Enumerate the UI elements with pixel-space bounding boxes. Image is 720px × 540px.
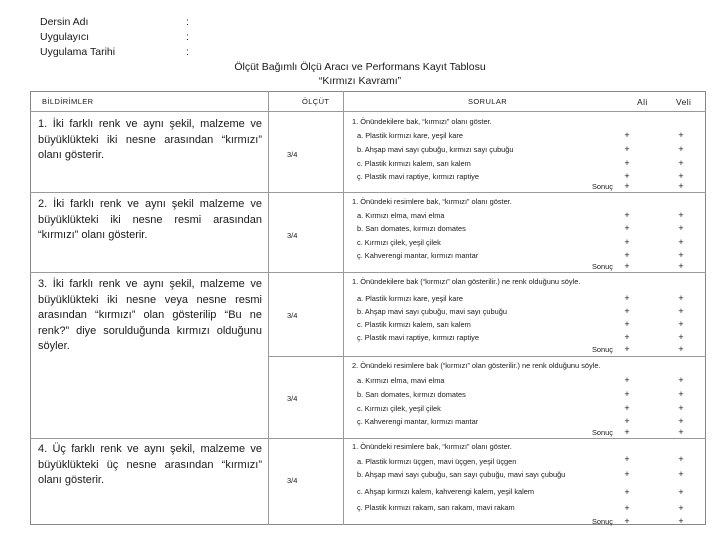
field-colon: :	[186, 16, 189, 28]
field-label-practitioner: Uygulayıcı	[40, 31, 90, 43]
mark-ali: +	[624, 454, 630, 464]
header-divider	[30, 111, 706, 112]
mark-veli: +	[678, 503, 684, 513]
mark-veli: +	[678, 403, 684, 413]
mark-ali: +	[624, 516, 630, 526]
mark-veli: +	[678, 144, 684, 154]
mark-ali: +	[624, 416, 630, 426]
question-lead: 1. Önündeki resimlere bak, “kırmızı” olanı göster.	[352, 197, 512, 206]
field-colon: :	[186, 31, 189, 43]
row-divider	[30, 192, 706, 193]
mark-ali: +	[624, 427, 630, 437]
row-divider	[30, 438, 706, 439]
mark-ali: +	[624, 250, 630, 260]
mark-veli: +	[678, 210, 684, 220]
question-lead: 1. Önündeki resimlere bak, “kırmızı” olanı göster.	[352, 442, 512, 451]
sonuc-label: Sonuç	[592, 517, 613, 526]
mark-ali: +	[624, 130, 630, 140]
column-divider	[268, 91, 269, 525]
question-item: c. Kırmızı çilek, yeşil çilek	[357, 404, 441, 413]
mark-ali: +	[624, 319, 630, 329]
question-item: b. Ahşap mavi sayı çubuğu, mavi sayı çubuğu	[357, 307, 507, 316]
question-item: a. Plastik kırmızı kare, yeşil kare	[357, 131, 463, 140]
mark-ali: +	[624, 469, 630, 479]
question-item: a. Plastik kırmızı üçgen, mavi üçgen, yeşil üçgen	[357, 457, 517, 466]
question-item: a. Kırmızı elma, mavi elma	[357, 211, 445, 220]
column-divider	[343, 91, 344, 525]
question-item: b. Ahşap mavi sayı çubuğu, sarı sayı çubuğu, mavi sayı çubuğu	[357, 470, 566, 479]
criterion-4: 4. Üç farklı renk ve aynı şekil, malzeme ve büyüklükteki üç nesne arasından “kırmızı” olanı gösterir.	[38, 443, 262, 486]
question-item: ç. Kahverengi mantar, kırmızı mantar	[357, 251, 479, 260]
criterion-score: 3/4	[287, 394, 298, 403]
mark-veli: +	[678, 332, 684, 342]
mark-ali: +	[624, 171, 630, 181]
mark-ali: +	[624, 487, 630, 497]
criterion-score: 3/4	[287, 150, 298, 159]
mark-veli: +	[678, 344, 684, 354]
mark-ali: +	[624, 503, 630, 513]
question-item: ç. Plastik kırmızı rakam, sarı rakam, mavi rakam	[357, 503, 515, 512]
question-lead: 1. Önündekilere bak (“kırmızı” olan gösterilir.) ne renk olduğunu söyle.	[352, 277, 581, 286]
question-item: c. Ahşap kırmızı kalem, kahverengi kalem, yeşil kalem	[357, 487, 535, 496]
question-item: c. Plastik kırmızı kalem, sarı kalem	[357, 320, 471, 329]
column-header-bildirimler: BİLDİRİMLER	[42, 97, 94, 106]
mark-veli: +	[678, 261, 684, 271]
question-item: c. Plastik kırmızı kalem, sarı kalem	[357, 159, 471, 168]
mark-ali: +	[624, 332, 630, 342]
mark-ali: +	[624, 389, 630, 399]
mark-ali: +	[624, 223, 630, 233]
field-label-date: Uygulama Tarihi	[40, 46, 116, 58]
question-item: a. Kırmızı elma, mavi elma	[357, 376, 445, 385]
criterion-2: 2. İki farklı renk ve aynı şekil malzeme ve büyüklükteki iki nesne resmi arasından “kırmızı” olanı gösterir.	[38, 198, 262, 241]
mark-ali: +	[624, 375, 630, 385]
question-item: b. Sarı domates, kırmızı domates	[357, 224, 466, 233]
mark-veli: +	[678, 171, 684, 181]
page-subtitle: “Kırmızı Kavramı”	[318, 75, 402, 87]
mark-veli: +	[678, 293, 684, 303]
question-item: b. Sarı domates, kırmızı domates	[357, 390, 466, 399]
criterion-score: 3/4	[287, 311, 298, 320]
mark-veli: +	[678, 181, 684, 191]
mark-veli: +	[678, 516, 684, 526]
mark-ali: +	[624, 261, 630, 271]
question-lead: 1. Önündekilere bak, “kırmızı” olanı göster.	[352, 117, 492, 126]
row-divider	[30, 272, 706, 273]
sonuc-label: Sonuç	[592, 182, 613, 191]
column-header-veli: Veli	[676, 97, 692, 107]
mark-veli: +	[678, 250, 684, 260]
mark-veli: +	[678, 416, 684, 426]
mark-veli: +	[678, 427, 684, 437]
mark-ali: +	[624, 210, 630, 220]
mark-veli: +	[678, 375, 684, 385]
question-item: ç. Kahverengi mantar, kırmızı mantar	[357, 417, 479, 426]
question-item: ç. Plastik mavi raptiye, kırmızı raptiye	[357, 172, 479, 181]
field-label-course: Dersin Adı	[40, 16, 89, 28]
mark-veli: +	[678, 130, 684, 140]
mark-ali: +	[624, 181, 630, 191]
question-item: ç. Plastik mavi raptiye, kırmızı raptiye	[357, 333, 479, 342]
question-item: a. Plastik kırmızı kare, yeşil kare	[357, 294, 463, 303]
criterion-1: 1. İki farklı renk ve aynı şekil, malzeme ve büyüklükteki iki nesne arasından “kırmızı” olanı gösterir.	[38, 118, 262, 161]
mark-ali: +	[624, 237, 630, 247]
criterion-score: 3/4	[287, 476, 298, 485]
question-lead: 2. Önündeki resimlere bak (“kırmızı” olan gösterilir.) ne renk olduğunu söyle.	[352, 361, 601, 370]
criterion-score: 3/4	[287, 231, 298, 240]
column-header-sorular: SORULAR	[468, 97, 508, 106]
question-item: b. Ahşap mavi sayı çubuğu, kırmızı sayı çubuğu	[357, 145, 514, 154]
row-divider	[268, 356, 706, 357]
sonuc-label: Sonuç	[592, 345, 613, 354]
mark-ali: +	[624, 306, 630, 316]
mark-ali: +	[624, 158, 630, 168]
mark-veli: +	[678, 454, 684, 464]
page-title: Ölçüt Bağımlı Ölçü Aracı ve Performans Kayıt Tablosu	[234, 61, 486, 73]
sonuc-label: Sonuç	[592, 428, 613, 437]
mark-ali: +	[624, 403, 630, 413]
sonuc-label: Sonuç	[592, 262, 613, 271]
mark-veli: +	[678, 306, 684, 316]
mark-ali: +	[624, 293, 630, 303]
mark-veli: +	[678, 487, 684, 497]
mark-veli: +	[678, 223, 684, 233]
mark-veli: +	[678, 237, 684, 247]
mark-veli: +	[678, 469, 684, 479]
mark-ali: +	[624, 344, 630, 354]
question-item: c. Kırmızı çilek, yeşil çilek	[357, 238, 441, 247]
field-colon: :	[186, 46, 189, 58]
column-header-olcut: ÖLÇÜT	[302, 97, 330, 106]
column-header-ali: Ali	[637, 97, 648, 107]
mark-ali: +	[624, 144, 630, 154]
mark-veli: +	[678, 158, 684, 168]
mark-veli: +	[678, 389, 684, 399]
criterion-3: 3. İki farklı renk ve aynı şekil, malzeme ve büyüklükteki iki nesne veya nesne resmi arasından “kırmızı” olan gösterilip “Bu ne renk?” diye sorulduğunda kırmızı olduğunu söyler.	[38, 278, 262, 352]
mark-veli: +	[678, 319, 684, 329]
